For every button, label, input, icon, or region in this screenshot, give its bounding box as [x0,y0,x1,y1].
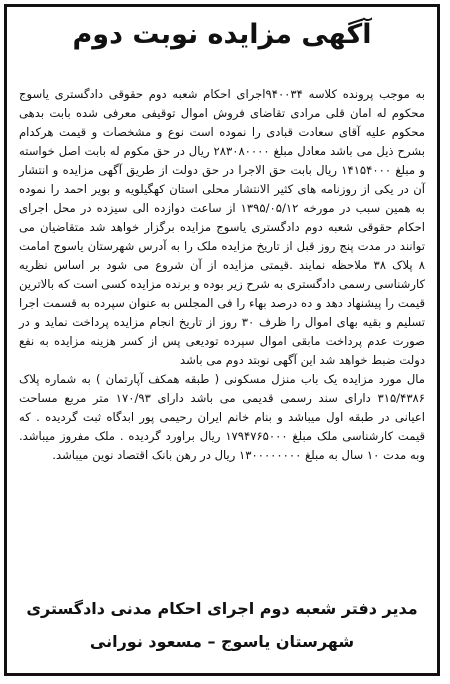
notice-body [19,85,425,465]
notice-signature [7,599,437,651]
signature-name: شهرستان یاسوج – مسعود نورانی [89,632,355,651]
notice-title: آگهی مزایده نوبت دوم [72,19,372,50]
signature-office: مدیر دفتر شعبه دوم اجرای احکام مدنی دادگستری [26,599,418,618]
notice-frame [4,4,440,676]
notice-paragraph-main: به موجب پرونده کلاسه ۹۴۰۰۳۴اجرای احکام شعبه دوم حقوقی دادگستری یاسوج محکوم له امان قلی مرادی تقاضای فروش اموال توقیفی معرفی شده بابت بدهی محکوم علیه آقای سعادت قبادی را نموده است نوع و مشخصات و قیمت هرکدام بشرح ذیل می باشد معادل مبلغ ۲۸۳۰۸۰۰۰۰ ریال در حق مکوم له بابت اصل خواسته و مبلغ ۱۴۱۵۴۰۰۰ ریال بابت حق الاجرا در حق دولت از طریق آگهی مزایده و انتشار آن در یکی از روزنامه های کثیر الانتشار محلی استان کهگیلویه و بویر احمد را نموده به همین سبب در مورخه ۱۳۹۵/۰۵/۱۲ از ساعت دوازده الی سیزده در محل اجرای احکام حقوقی شعبه دوم دادگستری یاسوج مزایده برگزار خواهد شد متقاضیان می توانند در مدت پنج روز قبل از تاریخ مزایده ملک را به آدرس شهرستان یاسوج امامت ۸ پلاک ۳۸ ملاحظه نمایند .قیمتی مزایده از آن شروع می شود بر اساس نظریه کارشناسی رسمی دادگستری به شرح زیر بوده و برنده مزایده کسی است که بالاترین قیمت را پیشنهاد دهد و ده درصد بهاء را فی المجلس به عنوان سپرده به قسمت اجرا تسلیم و بقیه بهای اموال را ظرف ۳۰ روز از تاریخ انجام مزایده پرداخت نماید و در صورت عدم پرداخت مابقی اموال سپرده تودیعی پس از کسر هزینه مزایده به نفع دولت ضبط خواهد شد این آگهی نوبتد دوم می باشد [19,87,426,367]
notice-paragraph-property: مال مورد مزایده یک باب منزل مسکونی ( طبقه همکف آپارتمان ) به شماره پلاک ۳۱۵/۴۳۸۶ دارای سند رسمی قدیمی می باشد دارای ۱۷۰/۹۳ متر مربع مساحت اعیانی در طبقه اول میباشد و بنام خانم ایران رحیمی پور ابدگاه ثبت گردیده . که قیمت کارشناسی ملک مبلغ ۱۷۹۴۷۶۵۰۰۰ ریال براورد گردیده . ملک مفروز میباشد. وبه مدت ۱۰ سال به مبلغ ۱۳۰۰۰۰۰۰۰۰ ریال در رهن بانک اقتصاد نوین میباشد. [19,372,425,462]
